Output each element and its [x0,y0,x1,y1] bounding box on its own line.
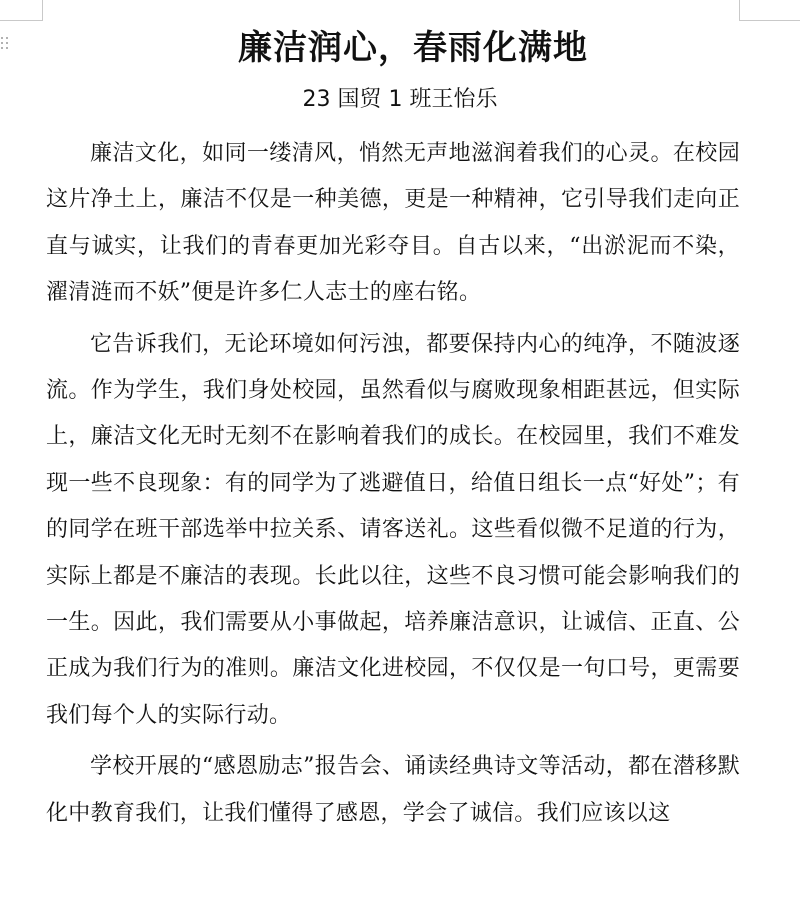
paragraph-2: 它告诉我们，无论环境如何污浊，都要保持内心的纯净，不随波逐流。作为学生，我们身处校园，虽然看似与腐败现象相距甚远，但实际上，廉洁文化无时无刻不在影响着我们的成长。在校园里，我们不难发现一些不良现象：有的同学为了逃避值日，给值日组长一点“好处”；有的同学在班干部选举中拉关系、请客送礼。这些看似微不足道的行为，实际上都是不廉洁的表现。长此以往，这些不良习惯可能会影响我们的一生。因此，我们需要从小事做起，培养廉洁意识，让诚信、正直、公正成为我们行为的准则。廉洁文化进校园，不仅仅是一句口号，更需要我们每个人的实际行动。 [46,331,740,728]
document-title: 廉洁润心，春雨化满地 [238,28,588,68]
paragraph-3: 学校开展的“感恩励志”报告会、诵读经典诗文等活动，都在潜移默化中教育我们，让我们懂得了感恩，学会了诚信。我们应该以这 [46,754,740,826]
top-right-margin-mark [739,0,800,21]
document-author: 23 国贸 1 班王怡乐 [302,87,498,112]
document-body [46,131,740,842]
paragraph-1: 廉洁文化，如同一缕清风，悄然无声地滋润着我们的心灵。在校园这片净土上，廉洁不仅是一种美德，更是一种精神，它引导我们走向正直与诚实，让我们的青春更加光彩夺目。自古以来，“出淤泥而不染，濯清涟而不妖”便是许多仁人志士的座右铭。 [46,141,740,306]
top-left-margin-mark [0,0,43,21]
